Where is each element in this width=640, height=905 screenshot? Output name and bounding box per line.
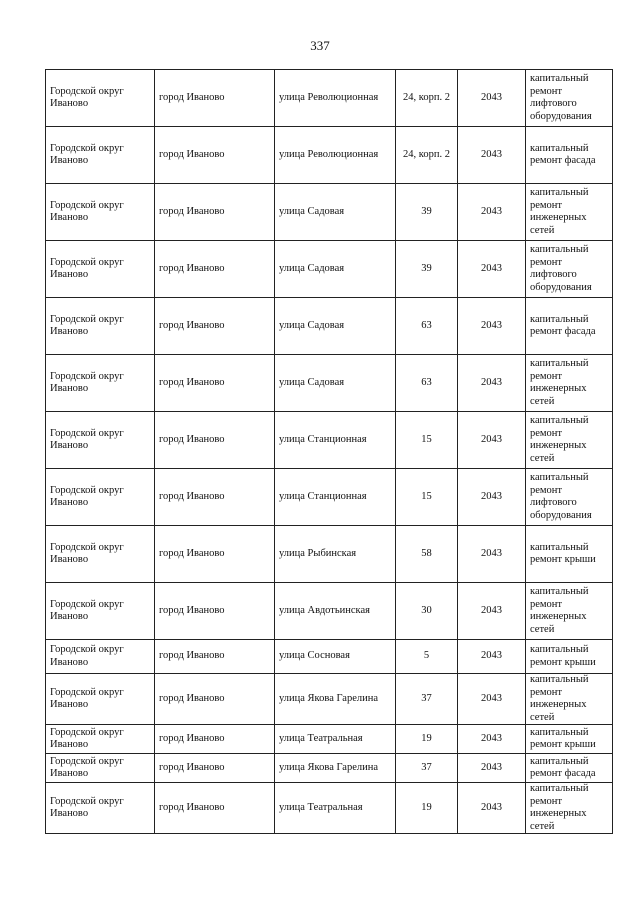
cell-year: 2043	[458, 184, 526, 241]
cell-municipality: Городской округ Иваново	[46, 241, 155, 298]
cell-year: 2043	[458, 640, 526, 674]
page-number: 337	[310, 38, 330, 53]
cell-city: город Иваново	[155, 70, 275, 127]
cell-work-type: капитальный ремонт инженерных сетей	[526, 674, 613, 725]
cell-work-type: капитальный ремонт инженерных сетей	[526, 184, 613, 241]
cell-city: город Иваново	[155, 725, 275, 754]
table-row	[46, 127, 613, 184]
cell-year: 2043	[458, 241, 526, 298]
table-row	[46, 355, 613, 412]
cell-street: улица Садовая	[275, 241, 396, 298]
cell-street: улица Станционная	[275, 412, 396, 469]
cell-city: город Иваново	[155, 184, 275, 241]
cell-municipality: Городской округ Иваново	[46, 469, 155, 526]
cell-street: улица Якова Гарелина	[275, 674, 396, 725]
cell-house-number: 15	[396, 412, 458, 469]
table-row	[46, 583, 613, 640]
cell-year: 2043	[458, 754, 526, 783]
cell-house-number: 15	[396, 469, 458, 526]
table-row	[46, 412, 613, 469]
cell-street: улица Якова Гарелина	[275, 754, 396, 783]
cell-year: 2043	[458, 583, 526, 640]
cell-work-type: капитальный ремонт фасада	[526, 754, 613, 783]
cell-city: город Иваново	[155, 674, 275, 725]
cell-house-number: 37	[396, 754, 458, 783]
cell-street: улица Садовая	[275, 184, 396, 241]
table-row	[46, 70, 613, 127]
cell-city: город Иваново	[155, 241, 275, 298]
cell-work-type: капитальный ремонт лифтового оборудования	[526, 469, 613, 526]
cell-house-number: 39	[396, 241, 458, 298]
cell-street: улица Станционная	[275, 469, 396, 526]
cell-work-type: капитальный ремонт фасада	[526, 298, 613, 355]
cell-year: 2043	[458, 412, 526, 469]
cell-municipality: Городской округ Иваново	[46, 526, 155, 583]
cell-city: город Иваново	[155, 469, 275, 526]
table-row	[46, 241, 613, 298]
cell-work-type: капитальный ремонт лифтового оборудования	[526, 70, 613, 127]
cell-house-number: 30	[396, 583, 458, 640]
cell-municipality: Городской округ Иваново	[46, 298, 155, 355]
cell-year: 2043	[458, 298, 526, 355]
cell-year: 2043	[458, 725, 526, 754]
cell-house-number: 63	[396, 298, 458, 355]
table-row	[46, 184, 613, 241]
cell-house-number: 58	[396, 526, 458, 583]
cell-city: город Иваново	[155, 526, 275, 583]
cell-city: город Иваново	[155, 754, 275, 783]
cell-street: улица Садовая	[275, 298, 396, 355]
cell-street: улица Театральная	[275, 725, 396, 754]
cell-year: 2043	[458, 526, 526, 583]
cell-municipality: Городской округ Иваново	[46, 412, 155, 469]
cell-work-type: капитальный ремонт крыши	[526, 526, 613, 583]
cell-street: улица Авдотьинская	[275, 583, 396, 640]
cell-work-type: капитальный ремонт инженерных сетей	[526, 783, 613, 834]
cell-city: город Иваново	[155, 583, 275, 640]
table-row	[46, 640, 613, 674]
cell-work-type: капитальный ремонт инженерных сетей	[526, 583, 613, 640]
cell-house-number: 39	[396, 184, 458, 241]
cell-municipality: Городской округ Иваново	[46, 754, 155, 783]
cell-street: улица Театральная	[275, 783, 396, 834]
cell-city: город Иваново	[155, 783, 275, 834]
cell-municipality: Городской округ Иваново	[46, 674, 155, 725]
cell-work-type: капитальный ремонт инженерных сетей	[526, 412, 613, 469]
table-row	[46, 783, 613, 834]
cell-work-type: капитальный ремонт крыши	[526, 725, 613, 754]
cell-municipality: Городской округ Иваново	[46, 783, 155, 834]
table-row	[46, 298, 613, 355]
cell-house-number: 24, корп. 2	[396, 70, 458, 127]
cell-work-type: капитальный ремонт крыши	[526, 640, 613, 674]
cell-work-type: капитальный ремонт лифтового оборудования	[526, 241, 613, 298]
cell-city: город Иваново	[155, 127, 275, 184]
cell-street: улица Революционная	[275, 70, 396, 127]
table-row	[46, 754, 613, 783]
cell-municipality: Городской округ Иваново	[46, 355, 155, 412]
cell-city: город Иваново	[155, 298, 275, 355]
cell-street: улица Садовая	[275, 355, 396, 412]
cell-municipality: Городской округ Иваново	[46, 184, 155, 241]
cell-year: 2043	[458, 355, 526, 412]
cell-year: 2043	[458, 70, 526, 127]
cell-house-number: 63	[396, 355, 458, 412]
cell-municipality: Городской округ Иваново	[46, 70, 155, 127]
cell-year: 2043	[458, 469, 526, 526]
cell-street: улица Рыбинская	[275, 526, 396, 583]
cell-municipality: Городской округ Иваново	[46, 127, 155, 184]
cell-house-number: 19	[396, 725, 458, 754]
cell-year: 2043	[458, 674, 526, 725]
cell-year: 2043	[458, 127, 526, 184]
table-row	[46, 674, 613, 725]
cell-house-number: 5	[396, 640, 458, 674]
cell-work-type: капитальный ремонт фасада	[526, 127, 613, 184]
table-body	[46, 70, 613, 834]
cell-street: улица Сосновая	[275, 640, 396, 674]
table-row	[46, 526, 613, 583]
cell-city: город Иваново	[155, 412, 275, 469]
table-row	[46, 469, 613, 526]
cell-municipality: Городской округ Иваново	[46, 640, 155, 674]
cell-house-number: 24, корп. 2	[396, 127, 458, 184]
cell-year: 2043	[458, 783, 526, 834]
repair-schedule-table	[45, 69, 613, 834]
cell-municipality: Городской округ Иваново	[46, 583, 155, 640]
table-row	[46, 725, 613, 754]
cell-city: город Иваново	[155, 355, 275, 412]
cell-street: улица Революционная	[275, 127, 396, 184]
cell-municipality: Городской округ Иваново	[46, 725, 155, 754]
cell-work-type: капитальный ремонт инженерных сетей	[526, 355, 613, 412]
cell-house-number: 37	[396, 674, 458, 725]
cell-house-number: 19	[396, 783, 458, 834]
cell-city: город Иваново	[155, 640, 275, 674]
